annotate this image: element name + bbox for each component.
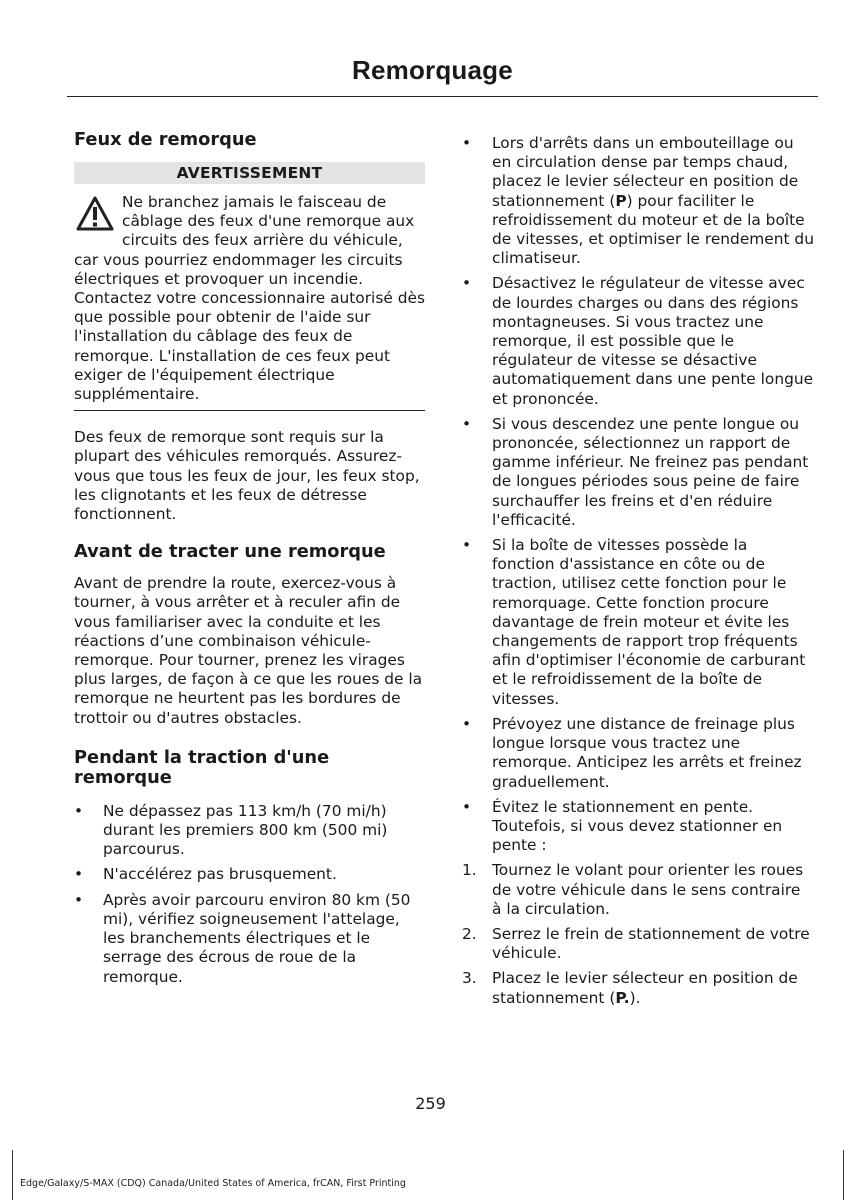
list-item: • Évitez le stationnement en pente. Toutefois, si vous devez stationner en pente :: [462, 797, 783, 855]
list-item: • Désactivez le régulateur de vitesse avec de lourdes charges ou dans des régions montagneuses. Si vous tractez une remorque, il est possible que le régulateur de vitesse se désactive automatiquement dans une pente longue et prononcée.: [462, 274, 814, 408]
list-item: • Après avoir parcouru environ 80 km (50 mi), vérifiez soigneusement l'attelage, les branchements électriques et le serrage des écrous de roue de la remorque.: [74, 890, 411, 986]
list-item: 3. Placez le levier sélecteur en position de stationnement (P.).: [462, 969, 798, 1007]
right-column: [462, 134, 814, 1014]
towing-bullet-list: [74, 802, 425, 987]
warning-triangle-icon: [75, 195, 115, 233]
crop-mark-right: [843, 1150, 844, 1200]
left-column: [74, 130, 425, 993]
list-item: • Si la boîte de vitesses possède la fonction d'assistance en côte ou de traction, utilisez cette fonction pour le remorquage. Cette fonction procure davantage de frein moteur et évite les changements de rapport trop fréquents afin d'optimiser l'économie de carburant et le refroidissement de la boîte de vitesses.: [462, 536, 806, 708]
list-item: • Ne dépassez pas 113 km/h (70 mi/h) durant les premiers 800 km (500 mi) parcourus.: [74, 801, 388, 859]
list-item: • Si vous descendez une pente longue ou prononcée, sélectionnez un rapport de gamme inférieur. Ne freinez pas pendant de longues périodes sous peine de faire surchauffer les freins et d'en réduire l'efficacité.: [462, 414, 809, 529]
warning-text: Ne branchez jamais le faisceau de câblage des feux d'une remorque aux circuits des feux arrière du véhicule, car vous pourriez endommager les circuits électriques et provoquer un incendie. Contactez votre concessionnaire autorisé dès que possible pour obtenir de l'aide sur l'installation du câblage des feux de remorque. L'installation de ces feux peut exiger de l'équipement électrique supplémentaire.: [74, 193, 425, 404]
paragraph-before-towing: Avant de prendre la route, exercez-vous à tourner, à vous arrêter et à reculer afin de vous familiariser avec la conduite et les réactions d’une combinaison véhicule-remorque. Pour tourner, prenez les virages plus larges, de façon à ce que les roues de la remorque ne heurtent pas les bordures de trottoir ou d'autres obstacles.: [74, 574, 423, 727]
list-item: • Prévoyez une distance de freinage plus longue lorsque vous tractez une remorque. Anticipez les arrêts et freinez graduellement.: [462, 714, 802, 791]
list-item: 2. Serrez le frein de stationnement de votre véhicule.: [462, 924, 810, 963]
warning-label: AVERTISSEMENT: [74, 162, 425, 184]
crop-mark-left: [12, 1150, 13, 1200]
parking-steps-list: [462, 861, 814, 1007]
paragraph-trailer-lights: Des feux de remorque sont requis sur la plupart des véhicules remorqués. Assurez-vous que tous les feux de jour, les feux stop, les clignotants et les feux de détresse fonctionnent.: [74, 428, 420, 524]
header-divider: [67, 96, 818, 97]
warning-box: [74, 193, 425, 411]
page-title: Remorquage: [352, 55, 513, 85]
print-info: Edge/Galaxy/S-MAX (CDQ) Canada/United States of America, frCAN, First Printing: [20, 1178, 406, 1189]
section-heading-before-towing: Avant de tracter une remorque: [74, 541, 386, 563]
list-item: • Lors d'arrêts dans un embouteillage ou en circulation dense par temps chaud, placez le levier sélecteur en position de stationnement (P) pour faciliter le refroidissement du moteur et de la boîte de vitesses, et optimiser le rendement du climatiseur.: [462, 134, 814, 268]
section-heading-while-towing: Pendant la traction d'une remorque: [74, 746, 330, 788]
tips-bullet-list: [462, 134, 814, 855]
list-item: 1. Tournez le volant pour orienter les roues de votre véhicule dans le sens contraire à la circulation.: [462, 861, 804, 918]
section-heading-trailer-lights: Feux de remorque: [74, 129, 257, 150]
list-item: • N'accélérez pas brusquement.: [74, 865, 337, 884]
page-number: 259: [415, 1094, 446, 1113]
